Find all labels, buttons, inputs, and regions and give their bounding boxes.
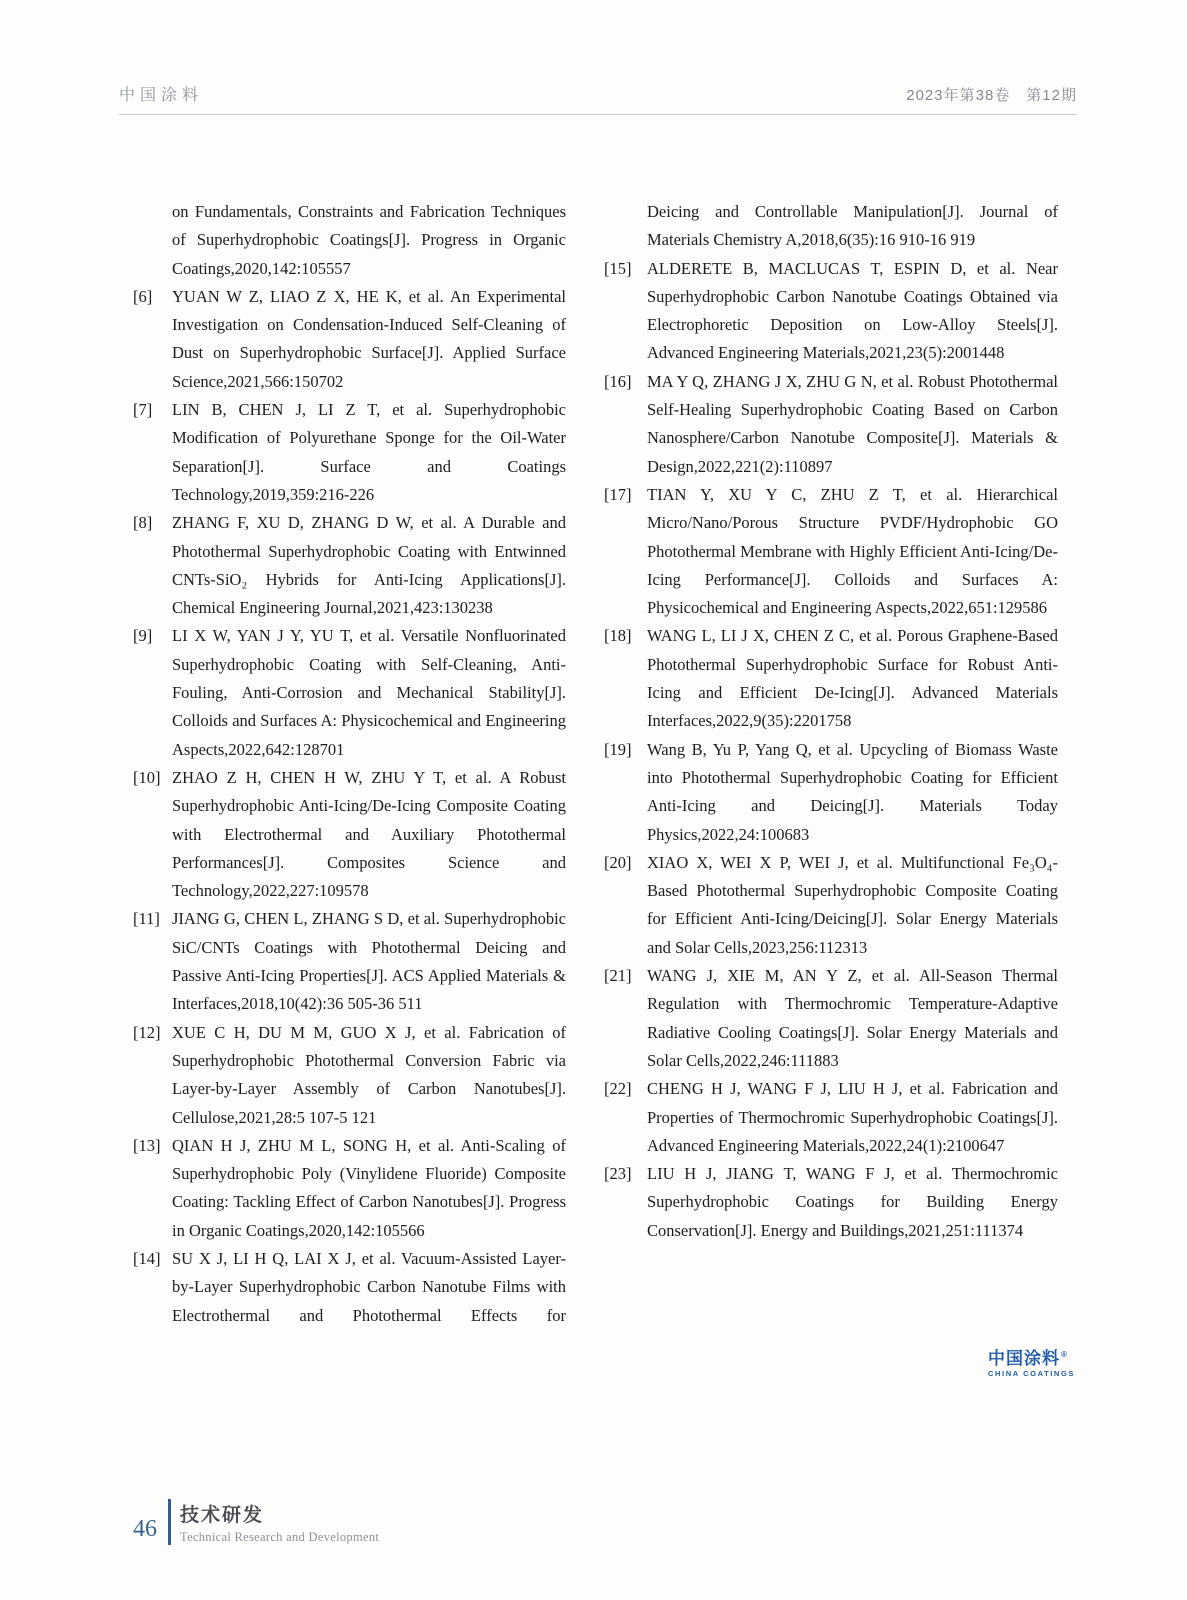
reference-item — [133, 509, 566, 622]
reference-item — [133, 198, 566, 283]
reference-number — [133, 198, 172, 283]
reference-text: Wang B, Yu P, Yang Q, et al. Upcycling of Biomass Waste into Photothermal Superhydrophobic Coating for Efficient Anti-Icing and Deicing[J]. Materials Today Physics,2022,24:100683 — [647, 739, 1058, 844]
reference-item — [604, 1160, 1058, 1245]
china-coatings-logo — [988, 1350, 1075, 1378]
reference-text: ZHAO Z H, CHEN H W, ZHU Y T, et al. A Robust Superhydrophobic Anti-Icing/De-Icing Composite Coating with Electrothermal and Auxiliary Photothermal Performances[J]. Composites Science and Technology,2022,227:109578 — [172, 767, 566, 901]
reference-text: LIN B, CHEN J, LI Z T, et al. Superhydrophobic Modification of Polyurethane Sponge for the Oil-Water Separation[J]. Surface and Coatings Technology,2019,359:216-226 — [172, 400, 566, 504]
reference-number: [21] — [604, 966, 632, 986]
reference-text: LI X W, YAN J Y, YU T, et al. Versatile Nonfluorinated Superhydrophobic Coating with Self-Cleaning, Anti-Fouling, Anti-Corrosion and Mechanical Stability[J]. Colloids and Surfaces A: Physicochemical and Engineering Aspects,2022,642:128701 — [172, 626, 566, 759]
reference-item — [133, 764, 566, 905]
reference-number: [6] — [133, 286, 153, 306]
reference-text: WANG L, LI J X, CHEN Z C, et al. Porous Graphene-Based Photothermal Superhydrophobic Surface for Robust Anti-Icing and Efficient De-Icing[J]. Advanced Materials Interfaces,2022,9(35):2201758 — [647, 626, 1058, 731]
page-footer — [133, 1499, 379, 1545]
reference-text: ZHANG F, XU D, ZHANG D W, et al. A Durable and Photothermal Superhydrophobic Coating with Entwinned CNTs-SiO₂ Hybrids for Anti-Icing Applications[J]. Chemical Engineering Journal,2021,423:130238 — [172, 513, 566, 618]
reference-item — [604, 368, 1058, 481]
reference-item — [133, 1132, 566, 1245]
reference-item — [604, 198, 1058, 255]
journal-name: 中国涂料 — [119, 87, 204, 104]
reference-number: [12] — [133, 1022, 161, 1042]
reference-number: [7] — [133, 400, 153, 420]
section-title-en: Technical Research and Development — [180, 1530, 380, 1544]
reference-text: ALDERETE B, MACLUCAS T, ESPIN D, et al. Near Superhydrophobic Carbon Nanotube Coatings Obtained via Electrophoretic Deposition on Low-Alloy Steels[J]. Advanced Engineering Materials,2021,23(5):2001448 — [647, 258, 1058, 363]
reference-text: Deicing and Controllable Manipulation[J]. Journal of Materials Chemistry A,2018,6(35):16 910-16 919 — [647, 202, 1058, 250]
logo-cn-text — [988, 1350, 1075, 1367]
reference-text: XUE C H, DU M M, GUO X J, et al. Fabrication of Superhydrophobic Photothermal Conversion Fabric via Layer-by-Layer Assembly of Carbon Nanotubes[J]. Cellulose,2021,28:5 107-5 121 — [172, 1022, 566, 1127]
reference-item — [133, 396, 566, 509]
reference-item — [133, 905, 566, 1018]
reference-number: [13] — [133, 1135, 161, 1155]
reference-item — [133, 622, 566, 763]
reference-item — [133, 1245, 566, 1330]
section-title-cn: 技术研发 — [180, 1505, 265, 1526]
reference-item — [604, 481, 1058, 622]
reference-number: [18] — [604, 626, 632, 646]
reference-number — [604, 198, 647, 255]
reference-text: SU X J, LI H Q, LAI X J, et al. Vacuum-Assisted Layer-by-Layer Superhydrophobic Carbon Nanotube Films with Electrothermal and Photothermal Effects for — [172, 1248, 566, 1325]
reference-text: WANG J, XIE M, AN Y Z, et al. All-Season Thermal Regulation with Thermochromic Temperature-Adaptive Radiative Cooling Coatings[J]. Solar Energy Materials and Solar Cells,2022,246:111883 — [647, 966, 1058, 1070]
logo-cn-characters: 中国涂料 — [988, 1349, 1060, 1368]
reference-number: [19] — [604, 739, 632, 759]
logo-en-text: CHINA COATINGS — [988, 1369, 1075, 1378]
reference-item — [604, 849, 1058, 962]
issue-info: 2023年第38卷 第12期 — [906, 87, 1077, 104]
reference-item — [604, 962, 1058, 1075]
reference-number: [8] — [133, 513, 153, 533]
reference-text: JIANG G, CHEN L, ZHANG S D, et al. Superhydrophobic SiC/CNTs Coatings with Photothermal Deicing and Passive Anti-Icing Properties[J]. ACS Applied Materials & Interfaces,2018,10(42):36 505-36 511 — [172, 909, 566, 1014]
reference-number: [16] — [604, 371, 632, 391]
reference-item — [604, 736, 1058, 849]
reference-item — [604, 1075, 1058, 1160]
reference-number: [17] — [604, 484, 632, 504]
reference-text: on Fundamentals, Constraints and Fabrication Techniques of Superhydrophobic Coatings[J]. Progress in Organic Coatings,2020,142:105557 — [172, 202, 566, 278]
reference-number: [9] — [133, 626, 153, 646]
page-number: 46 — [133, 1516, 157, 1542]
footer-divider-bar — [168, 1499, 171, 1545]
page-header — [119, 82, 1077, 115]
reference-item — [133, 1019, 566, 1132]
reference-number: [11] — [133, 909, 160, 929]
reference-number: [15] — [604, 258, 632, 278]
reference-number: [20] — [604, 852, 632, 872]
reference-text: TIAN Y, XU Y C, ZHU Z T, et al. Hierarchical Micro/Nano/Porous Structure PVDF/Hydrophobic GO Photothermal Membrane with Highly Efficient Anti-Icing/De-Icing Performance[J]. Colloids and Surfaces A: Physicochemical and Engineering Aspects,2022,651:129586 — [647, 484, 1058, 618]
reference-text: MA Y Q, ZHANG J X, ZHU G N, et al. Robust Photothermal Self-Healing Superhydrophobic Coating Based on Carbon Nanosphere/Carbon Nanotube Composite[J]. Materials & Design,2022,221(2):110897 — [647, 371, 1058, 476]
reference-item — [604, 255, 1058, 368]
registered-trademark-icon: ® — [1061, 1350, 1068, 1360]
footer-section — [180, 1499, 379, 1545]
reference-text: XIAO X, WEI X P, WEI J, et al. Multifunctional Fe₃O₄-Based Photothermal Superhydrophobic Composite Coating for Efficient Anti-Icing/Deicing[J]. Solar Energy Materials and Solar Cells,2023,256:112313 — [647, 852, 1058, 957]
reference-number: [14] — [133, 1248, 161, 1268]
reference-number: [10] — [133, 767, 161, 787]
references-right-column — [604, 198, 1058, 1245]
references-left-column — [133, 198, 566, 1330]
reference-number: [22] — [604, 1079, 632, 1099]
reference-item — [604, 622, 1058, 735]
reference-text: LIU H J, JIANG T, WANG F J, et al. Thermochromic Superhydrophobic Coatings for Building Energy Conservation[J]. Energy and Buildings,2021,251:111374 — [647, 1164, 1058, 1240]
reference-text: QIAN H J, ZHU M L, SONG H, et al. Anti-Scaling of Superhydrophobic Poly (Vinylidene Fluoride) Composite Coating: Tackling Effect of Carbon Nanotubes[J]. Progress in Organic Coatings,2020,142:105566 — [172, 1135, 566, 1240]
reference-text: CHENG H J, WANG F J, LIU H J, et al. Fabrication and Properties of Thermochromic Superhydrophobic Coatings[J]. Advanced Engineering Materials,2022,24(1):2100647 — [647, 1079, 1058, 1155]
reference-item — [133, 283, 566, 396]
reference-text: YUAN W Z, LIAO Z X, HE K, et al. An Experimental Investigation on Condensation-Induced Self-Cleaning of Dust on Superhydrophobic Surface[J]. Applied Surface Science,2021,566:150702 — [172, 286, 566, 391]
reference-number: [23] — [604, 1164, 632, 1184]
